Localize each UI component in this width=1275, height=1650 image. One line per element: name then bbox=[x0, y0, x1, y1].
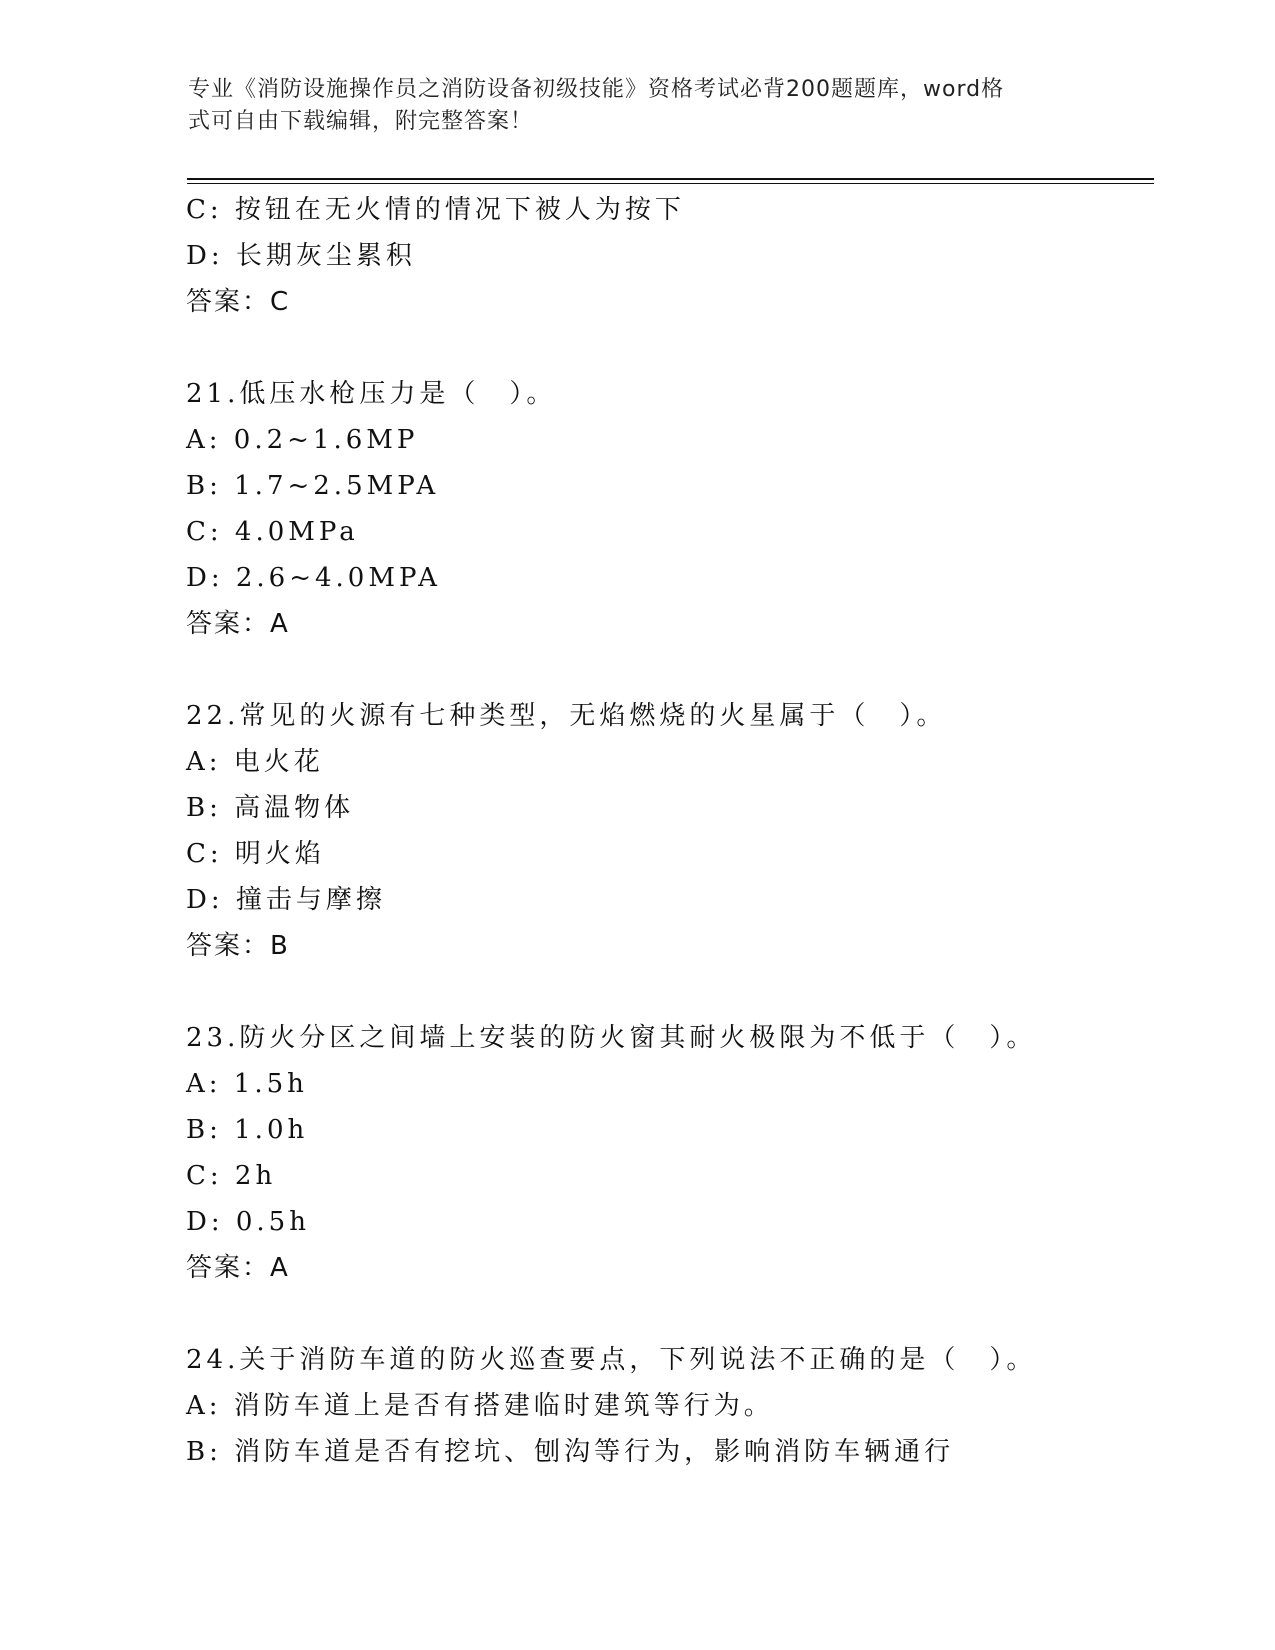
option-c: C: 按钮在无火情的情况下被人为按下 bbox=[186, 195, 685, 225]
header-divider-thin bbox=[187, 183, 1154, 184]
header-line-1: 专业《消防设施操作员之消防设备初级技能》资格考试必背200题题库，word格 bbox=[188, 77, 1005, 102]
option-a: A: 0.2~1.6MP bbox=[186, 425, 419, 455]
option-c: C: 明火焰 bbox=[186, 839, 325, 869]
spacer bbox=[186, 647, 1146, 693]
header-line-2: 式可自由下载编辑，附完整答案！ bbox=[188, 109, 534, 134]
option-b: B: 消防车道是否有挖坑、刨沟等行为，影响消防车辆通行 bbox=[186, 1437, 955, 1467]
header-divider-thick bbox=[187, 178, 1154, 180]
document-header bbox=[188, 74, 1068, 138]
option-b: B: 1.7~2.5MPA bbox=[186, 471, 440, 501]
option-a: A: 1.5h bbox=[186, 1069, 308, 1099]
spacer bbox=[186, 1291, 1146, 1337]
option-c: C: 4.0MPa bbox=[186, 517, 359, 547]
option-b: B: 高温物体 bbox=[186, 793, 355, 823]
answer-line: 答案：A bbox=[186, 609, 290, 639]
option-d: D: 长期灰尘累积 bbox=[186, 241, 416, 271]
question-stem: 21.低压水枪压力是（ ）。 bbox=[186, 379, 557, 409]
option-a: A: 电火花 bbox=[186, 747, 324, 777]
option-d: D: 2.6~4.0MPA bbox=[186, 563, 441, 593]
spacer bbox=[186, 969, 1146, 1015]
spacer bbox=[186, 325, 1146, 371]
option-d: D: 撞击与摩擦 bbox=[186, 885, 386, 915]
question-stem: 24.关于消防车道的防火巡查要点，下列说法不正确的是（ ）。 bbox=[186, 1345, 1037, 1375]
answer-line: 答案：C bbox=[186, 287, 291, 317]
answer-line: 答案：A bbox=[186, 1253, 290, 1283]
question-stem: 22.常见的火源有七种类型，无焰燃烧的火星属于（ ）。 bbox=[186, 701, 947, 731]
answer-line: 答案：B bbox=[186, 931, 290, 961]
question-list bbox=[186, 187, 1146, 1475]
question-stem: 23.防火分区之间墙上安装的防火窗其耐火极限为不低于（ ）。 bbox=[186, 1023, 1037, 1053]
option-d: D: 0.5h bbox=[186, 1207, 310, 1237]
option-b: B: 1.0h bbox=[186, 1115, 309, 1145]
option-a: A: 消防车道上是否有搭建临时建筑等行为。 bbox=[186, 1391, 774, 1421]
option-c: C: 2h bbox=[186, 1161, 277, 1191]
